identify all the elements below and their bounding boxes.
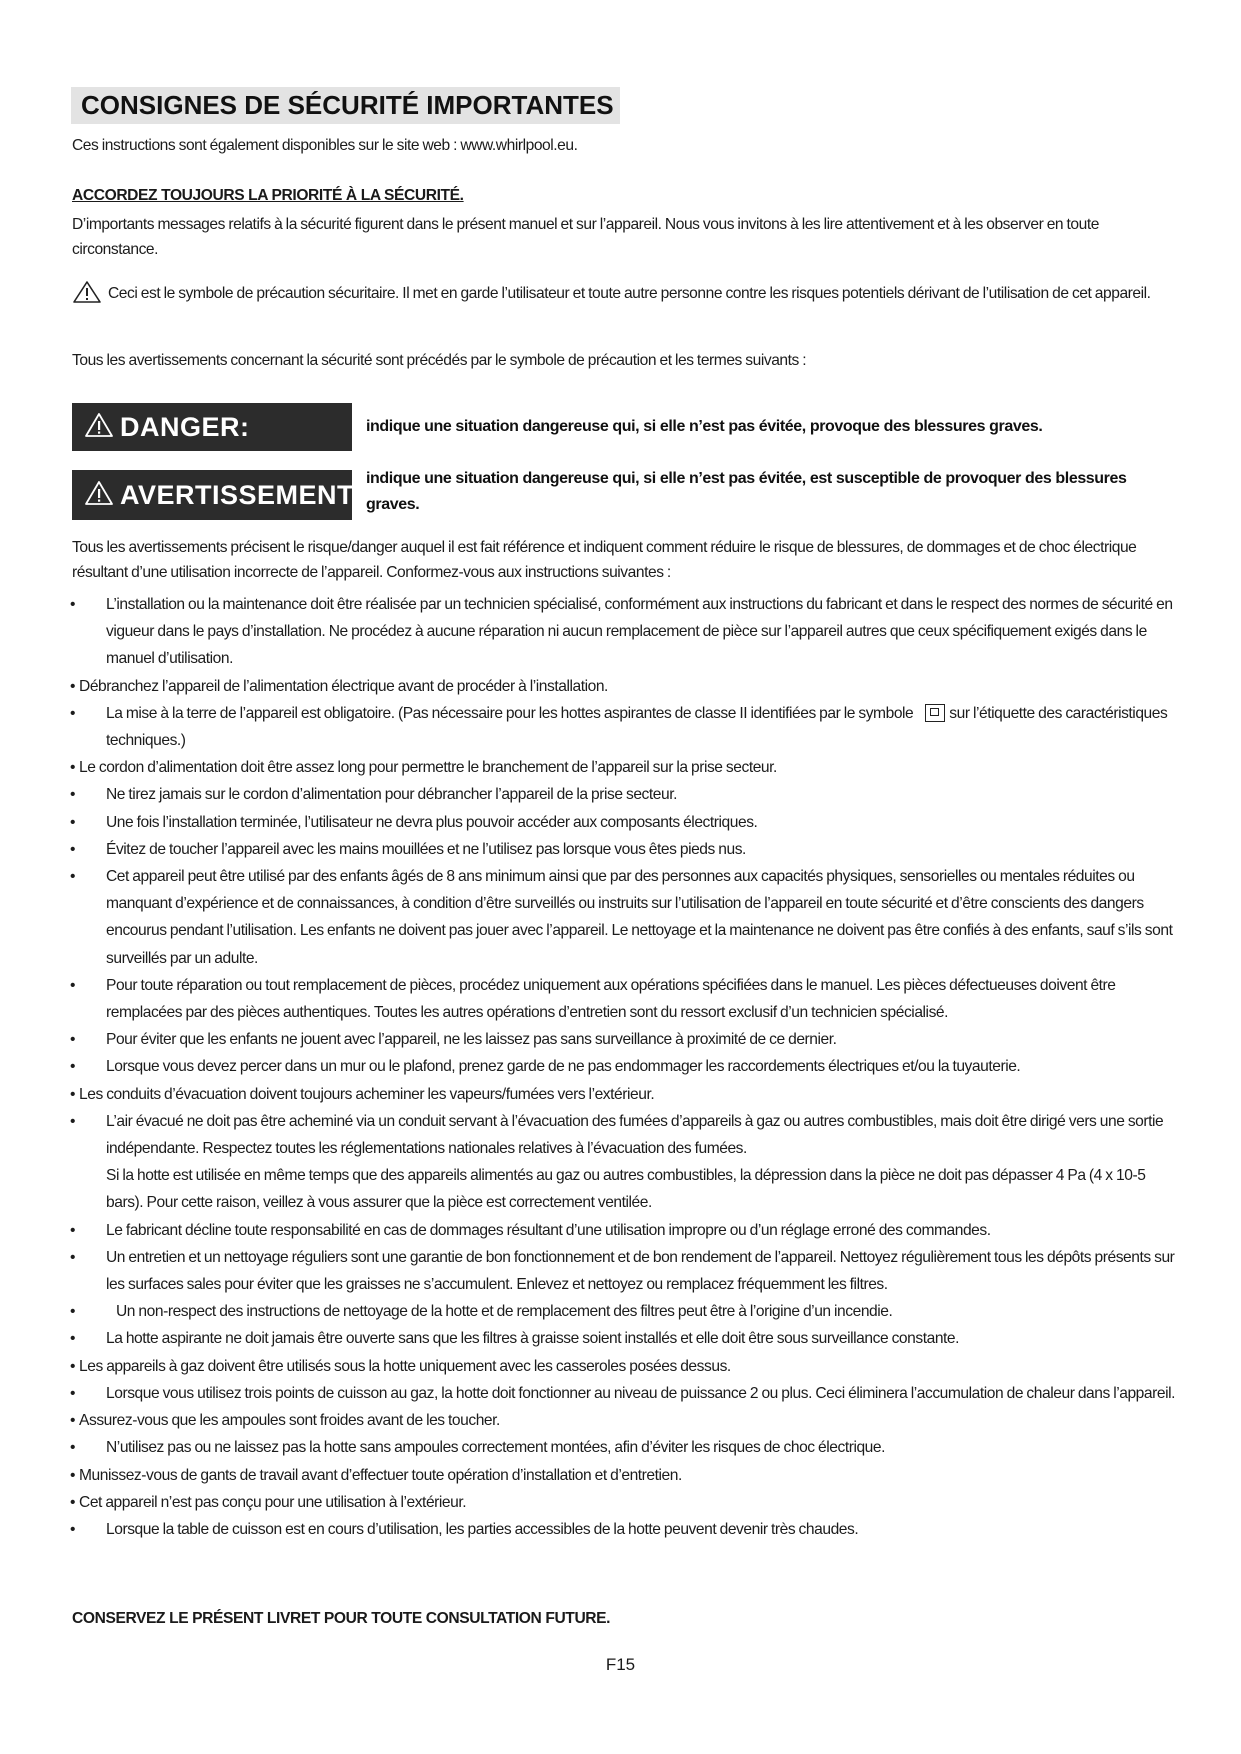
symbol-paragraph [72, 280, 1172, 312]
danger-label-box [72, 403, 352, 451]
list-item: • Lorsque la table de cuisson est en cours d’utilisation, les parties accessibles de la hotte peuvent devenir très chaudes. [70, 1520, 859, 1538]
danger-label: DANGER: [120, 411, 250, 442]
danger-description: indique une situation dangereuse qui, si elle n’est pas évitée, provoque des blessures graves. [366, 418, 1043, 435]
list-item: • Débranchez l’appareil de l’alimentation électrique avant de procéder à l’installation. [70, 677, 608, 695]
list-item: • Assurez-vous que les ampoules sont froides avant de les toucher. [70, 1412, 500, 1430]
list-item: • Ne tirez jamais sur le cordon d’alimentation pour débrancher l’appareil de la prise secteur. [70, 786, 677, 804]
page-title: CONSIGNES DE SÉCURITÉ IMPORTANTES [71, 87, 620, 124]
avertissement-label-box [72, 470, 361, 520]
list-item: • N’utilisez pas ou ne laissez pas la hotte sans ampoules correctement montées, afin d’éviter les risques de choc électrique. [70, 1439, 886, 1457]
warnings-intro: Tous les avertissements concernant la sécurité sont précédés par le symbole de précaution et les termes suivants : [72, 352, 807, 369]
list-item: • La hotte aspirante ne doit jamais être ouverte sans que les filtres à graisse soient installés et elle doit être sous surveillance constante. [70, 1330, 960, 1348]
list-item: • La mise à la terre de l’appareil est obligatoire. (Pas nécessaire pour les hottes aspirantes de classe II identifiées par le symbole sur l’étiquette des caractéristiques techniques.) [70, 704, 1168, 750]
avertissement-description: indique une situation dangereuse qui, si elle n’est pas évitée, est susceptible de provoquer des blessures graves. [366, 470, 1127, 513]
list-item: • Évitez de toucher l’appareil avec les mains mouillées et ne l’utilisez pas lorsque vous êtes pieds nus. [70, 840, 746, 858]
list-item: • Pour toute réparation ou tout remplacement de pièces, procédez uniquement aux opérations spécifiées dans le manuel. Les pièces défectueuses doivent être remplacées par des pièces authentiques. Toutes les autres opérations d’entretien sont du ressort exclusif d’un technicien spécialisé. [70, 976, 1116, 1022]
list-item: • Un non-respect des instructions de nettoyage de la hotte et de remplacement des filtres peut être à l’origine d’un incendie. [70, 1303, 893, 1321]
warning-triangle-icon [84, 412, 114, 443]
footer-heading: CONSERVEZ LE PRÉSENT LIVRET POUR TOUTE CONSULTATION FUTURE. [72, 1610, 611, 1627]
priority-heading: ACCORDEZ TOUJOURS LA PRIORITÉ À LA SÉCURITÉ. [72, 187, 464, 204]
list-item: • Cet appareil n’est pas conçu pour une utilisation à l’extérieur. [70, 1493, 467, 1511]
priority-paragraph: D’importants messages relatifs à la sécurité figurent dans le présent manuel et sur l’appareil. Nous vous invitons à les lire attentivement et à les observer en toute circonstance. [72, 216, 1099, 258]
all-warnings-paragraph: Tous les avertissements précisent le risque/danger auquel il est fait référence et indiquent comment réduire le risque de blessures, de dommages et de choc électrique résultant d’une utilisation incorrecte de l’appareil. Conformez-vous aux instructions suivantes : [72, 539, 1137, 581]
list-item: • Munissez-vous de gants de travail avant d’effectuer toute opération d’installation et d’entretien. [70, 1466, 682, 1484]
class-ii-double-square-icon [925, 704, 945, 722]
list-item: • Une fois l’installation terminée, l’utilisateur ne devra plus pouvoir accéder aux composants électriques. [70, 813, 758, 831]
list-item: • Lorsque vous utilisez trois points de cuisson au gaz, la hotte doit fonctionner au niveau de puissance 2 ou plus. Ceci éliminera l’accumulation de chaleur dans l’appareil. [70, 1384, 1176, 1402]
list-item: • Lorsque vous devez percer dans un mur ou le plafond, prenez garde de ne pas endommager les raccordements électriques et/ou la tuyauterie. [70, 1058, 1021, 1076]
list-item: • L’installation ou la maintenance doit être réalisée par un technicien spécialisé, conformément aux instructions du fabricant et dans le respect des normes de sécurité en vigueur dans le pays d’installation. Ne procédez à aucune réparation ni aucun remplacement de pièce sur l’appareil autres que ceux spécifiquement exigés dans le manuel d’utilisation. [70, 596, 1173, 668]
warning-triangle-icon [72, 280, 102, 312]
list-item: • Le cordon d’alimentation doit être assez long pour permettre le branchement de l’appareil sur la prise secteur. [70, 759, 777, 777]
list-item: • Le fabricant décline toute responsabilité en cas de dommages résultant d’une utilisation impropre ou d’un réglage erroné des commandes. [70, 1221, 991, 1239]
avertissement-label: AVERTISSEMENT: [120, 479, 361, 510]
page-number: F15 [605, 1655, 636, 1674]
intro-line: Ces instructions sont également disponibles sur le site web : www.whirlpool.eu. [72, 137, 578, 154]
symbol-text: Ceci est le symbole de précaution sécuritaire. Il met en garde l’utilisateur et toute autre personne contre les risques potentiels dérivant de l’utilisation de cet appareil. [108, 285, 1151, 302]
list-item: • Les appareils à gaz doivent être utilisés sous la hotte uniquement avec les casseroles posées dessus. [70, 1357, 731, 1375]
list-item: • Cet appareil peut être utilisé par des enfants âgés de 8 ans minimum ainsi que par des personnes aux capacités physiques, sensorielles ou mentales réduites ou manquant d’expérience et de connaissances, à condition d’être surveillés ou instruits sur l’utilisation de l’appareil en toute sécurité et d’être conscients des dangers encourus pendant l’utilisation. Les enfants ne doivent pas jouer avec l’appareil. Le nettoyage et la maintenance ne doivent pas être confiés à des enfants, sauf s’ils sont surveillés par un adulte. [70, 868, 1173, 967]
list-item: • Les conduits d’évacuation doivent toujours acheminer les vapeurs/fumées vers l’extérieur. [70, 1085, 655, 1103]
list-item: • L’air évacué ne doit pas être acheminé via un conduit servant à l’évacuation des fumées d’appareils à gaz ou autres combustibles, mais doit être dirigé vers une sortie indépendante. Respectez toutes les réglementations nationales relatives à l’évacuation des fumées. Si la hotte est utilisée en même temps que des appareils alimentés au gaz ou autres combustibles, la dépression dans la pièce ne doit pas dépasser 4 Pa (4 x 10-5 bars). Pour cette raison, veillez à vous assurer que la pièce est correctement ventilée. [70, 1112, 1164, 1212]
list-item: • Pour éviter que les enfants ne jouent avec l’appareil, ne les laissez pas sans surveillance à proximité de ce dernier. [70, 1031, 837, 1049]
safety-bullet-list [70, 591, 1180, 1543]
warning-triangle-icon [84, 480, 114, 511]
list-item: • Un entretien et un nettoyage réguliers sont une garantie de bon fonctionnement et de bon rendement de l’appareil. Nettoyez régulièrement tous les dépôts présents sur les surfaces sales pour éviter que les graisses ne s’accumulent. Enlevez et nettoyez ou remplacez fréquemment les filtres. [70, 1248, 1175, 1294]
